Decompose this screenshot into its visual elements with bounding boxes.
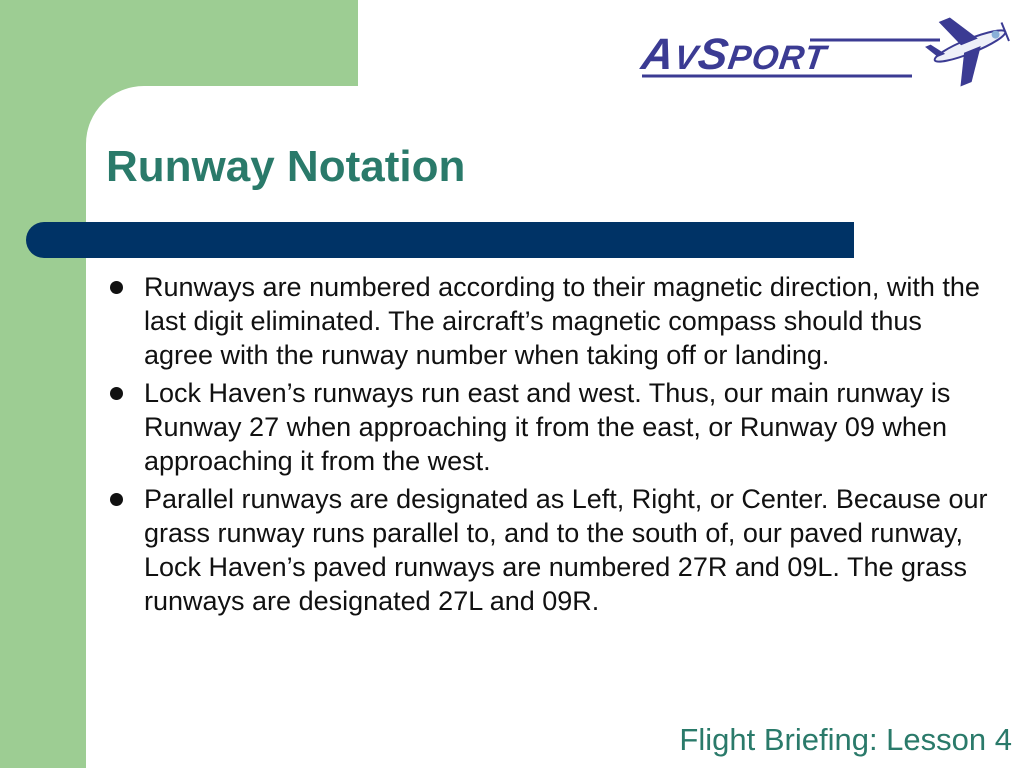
- title-divider-bar: [26, 222, 854, 258]
- bullet-item: Runways are numbered according to their magnetic direction, with the last digit eliminated. The aircraft’s magnetic compass should thus agree with the runway number when taking off or landing.: [108, 270, 988, 372]
- bullet-list: [108, 270, 988, 618]
- logo-text: AVSPORT: [638, 30, 829, 79]
- bullet-icon: [110, 387, 123, 400]
- footer-lesson-label: Flight Briefing: Lesson 4: [679, 722, 1012, 757]
- bullet-item: Lock Haven’s runways run east and west. Thus, our main runway is Runway 27 when approaching it from the east, or Runway 09 when approaching it from the west.: [108, 376, 988, 478]
- slide-title: Runway Notation: [106, 142, 466, 191]
- bullet-icon: [110, 281, 123, 294]
- bullet-icon: [110, 493, 123, 506]
- airplane-icon: [640, 4, 1012, 90]
- bullet-item: Parallel runways are designated as Left, Right, or Center. Because our grass runway runs parallel to, and to the south of, our paved runway, Lock Haven’s paved runways are numbered 27R and 09L. The grass runways are designated 27L and 09R.: [108, 482, 988, 618]
